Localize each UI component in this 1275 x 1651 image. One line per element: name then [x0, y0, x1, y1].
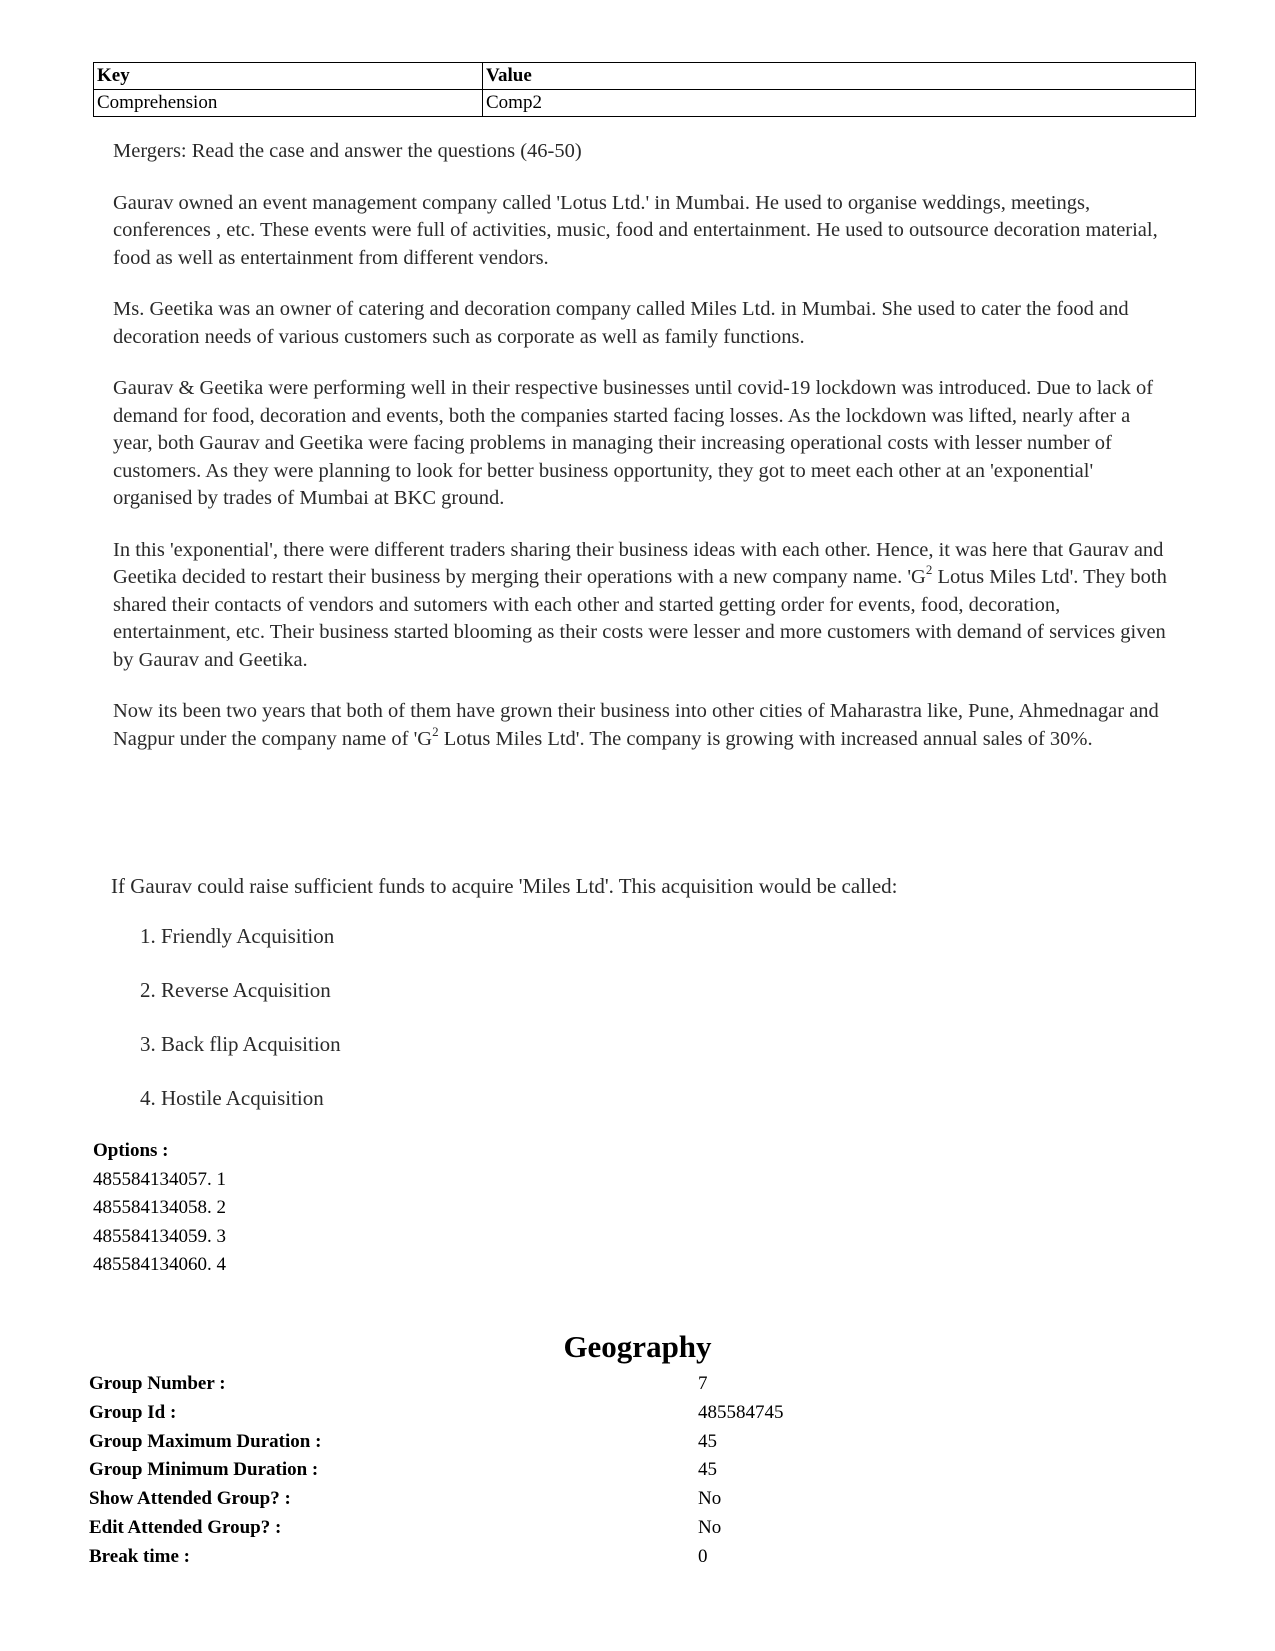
- table-row: [94, 90, 1196, 117]
- option-item: 485584134060. 4: [93, 1254, 226, 1275]
- key-value-table: [93, 62, 1196, 117]
- detail-label: Group Number :: [89, 1373, 226, 1394]
- detail-label: Group Id :: [89, 1401, 177, 1423]
- detail-label: Edit Attended Group? :: [89, 1516, 282, 1538]
- detail-label: Group Maximum Duration :: [89, 1430, 322, 1452]
- detail-row: [89, 1543, 784, 1572]
- passage-p4-text-b: Lotus Miles Ltd'. They both shared their contacts of vendors and sutomers with each other and started getting order for events, food, decoration, entertainment, etc. Their business started blooming as their costs were lesser and more customers with demand of services given by Gaurav and Geetika.: [113, 566, 1167, 671]
- detail-row: [89, 1514, 784, 1543]
- passage-p4-text-a: In this 'exponential', there were different traders sharing their business ideas with each other. Hence, it was here that Gaurav and Geetika decided to restart their business by merging their operations with a new company name. 'G: [113, 538, 1164, 588]
- detail-row: [89, 1370, 784, 1399]
- detail-value: 45: [698, 1430, 717, 1452]
- detail-value: No: [698, 1516, 722, 1538]
- table-cell-key: Comprehension: [94, 90, 483, 117]
- detail-value: 45: [698, 1459, 717, 1481]
- passage-intro: Mergers: Read the case and answer the questions (46-50): [113, 140, 582, 162]
- detail-row: [89, 1428, 784, 1457]
- table-cell-value: Comp2: [483, 90, 1196, 117]
- detail-label: Group Minimum Duration :: [89, 1459, 319, 1481]
- detail-row: [89, 1485, 784, 1514]
- options-list: [93, 1137, 226, 1280]
- answer-choices: [140, 922, 341, 1138]
- passage-paragraph-2: Ms. Geetika was an owner of catering and decoration company called Miles Ltd. in Mumbai. She used to cater the food and decoration needs of various customers such as corporate as well as family functions.: [113, 298, 1129, 348]
- section-title: Geography: [563, 1329, 712, 1364]
- detail-value: 0: [698, 1545, 708, 1567]
- answer-choice: 3. Back flip Acquisition: [140, 1032, 341, 1056]
- table-header-key: Key: [94, 63, 483, 90]
- comprehension-passage: [113, 138, 1173, 777]
- options-title: Options :: [93, 1140, 169, 1161]
- detail-row: [89, 1399, 784, 1428]
- detail-row: [89, 1456, 784, 1485]
- passage-paragraph-4: [113, 537, 1173, 675]
- detail-label: Break time :: [89, 1545, 190, 1567]
- superscript: 2: [432, 723, 439, 739]
- passage-paragraph-3: Gaurav & Geetika were performing well in their respective businesses until covid-19 lockdown was introduced. Due to lack of demand for food, decoration and events, both the companies started facing losses. As the lockdown was lifted, nearly after a year, both Gaurav and Geetika were facing problems in managing their increasing operational costs with lesser number of customers. As they were planning to look for better business opportunity, they got to meet each other at an 'exponential' organised by trades of Mumbai at BKC ground.: [113, 377, 1154, 509]
- passage-p5-text-b: Lotus Miles Ltd'. The company is growing with increased annual sales of 30%.: [438, 727, 1093, 750]
- table-header-row: [94, 63, 1196, 90]
- detail-value: 485584745: [698, 1401, 784, 1423]
- passage-paragraph-5: [113, 698, 1173, 753]
- table-header-value: Value: [483, 63, 1196, 90]
- answer-choice: 4. Hostile Acquisition: [140, 1086, 324, 1110]
- passage-p5-text-a: Now its been two years that both of them have grown their business into other cities of Maharastra like, Pune, Ahmednagar and Nagpur under the company name of 'G: [113, 700, 1159, 750]
- detail-label: Show Attended Group? :: [89, 1488, 291, 1510]
- answer-choice: 2. Reverse Acquisition: [140, 978, 331, 1002]
- detail-value: 7: [698, 1373, 708, 1394]
- option-item: 485584134057. 1: [93, 1168, 226, 1190]
- detail-value: No: [698, 1488, 722, 1510]
- passage-paragraph-1: Gaurav owned an event management company called 'Lotus Ltd.' in Mumbai. He used to organise weddings, meetings, conferences , etc. These events were full of activities, music, food and entertainment. He used to outsource decoration material, food as well as entertainment from different vendors.: [113, 191, 1158, 269]
- answer-choice: 1. Friendly Acquisition: [140, 924, 335, 948]
- question-text: If Gaurav could raise sufficient funds to acquire 'Miles Ltd'. This acquisition would be called:: [111, 874, 898, 898]
- group-details: [89, 1370, 784, 1572]
- superscript: 2: [925, 562, 933, 577]
- option-item: 485584134058. 2: [93, 1197, 226, 1218]
- option-item: 485584134059. 3: [93, 1225, 226, 1247]
